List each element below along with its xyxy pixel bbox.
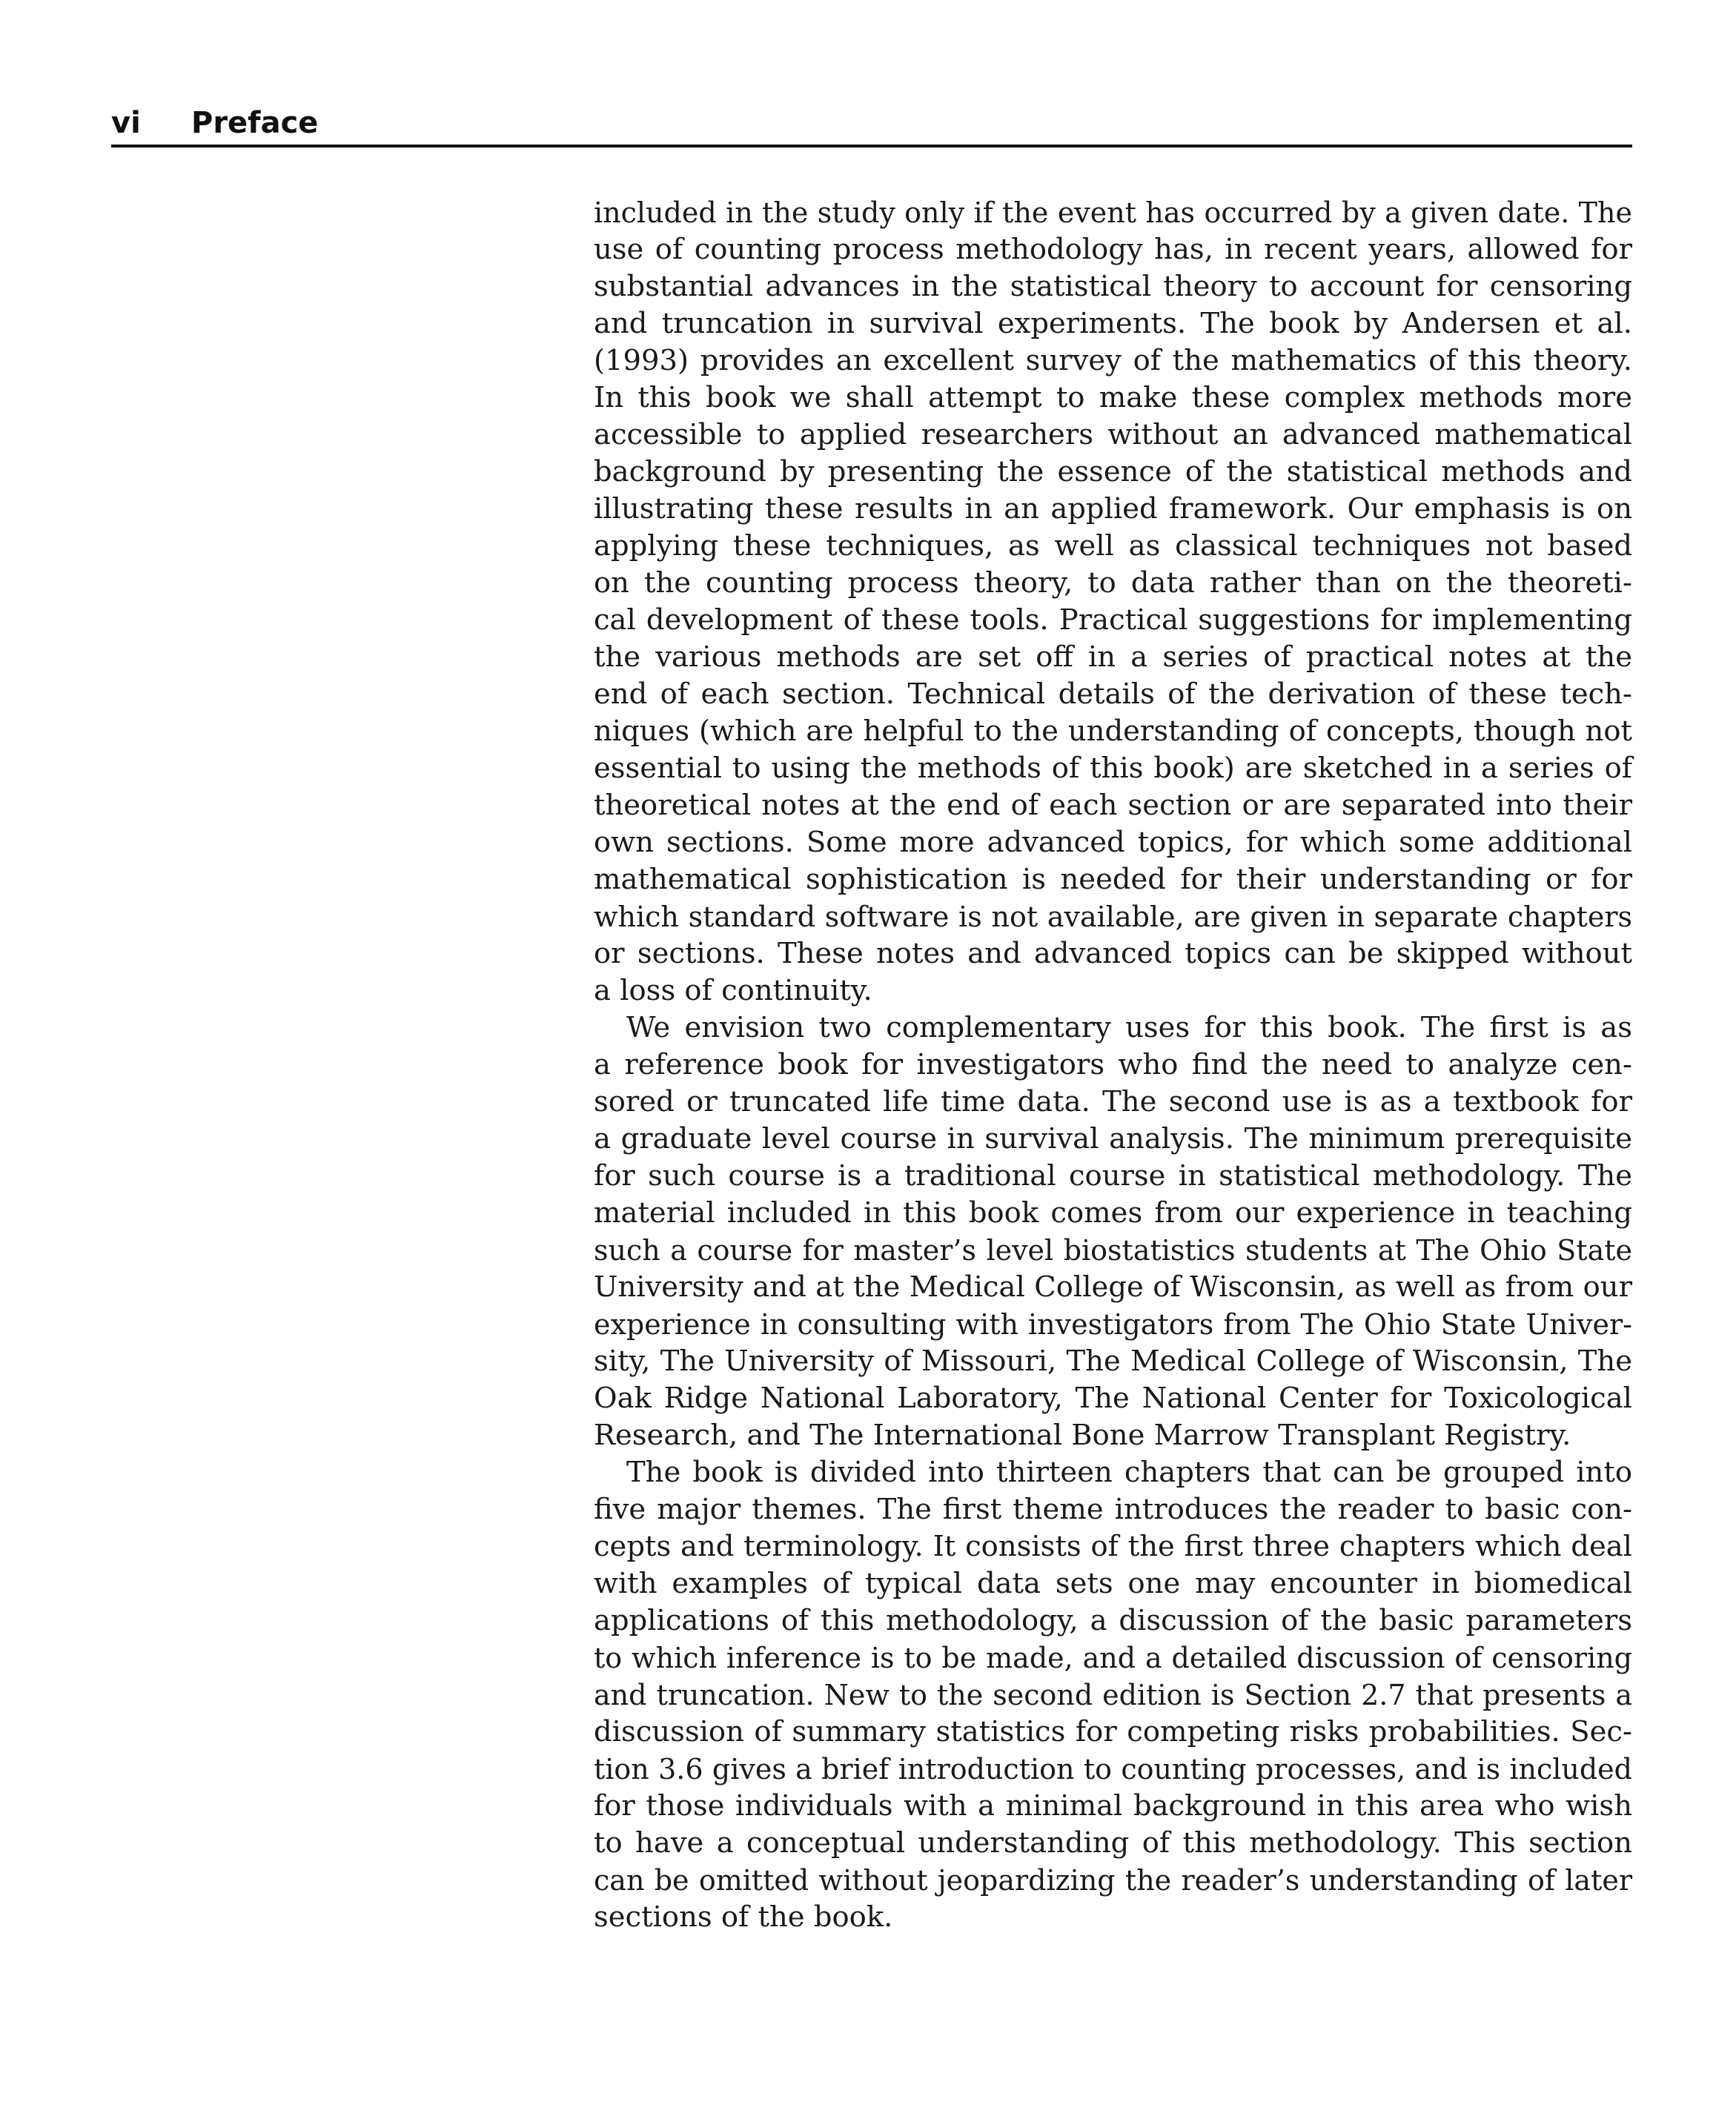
paragraph [594, 1009, 1632, 1454]
text-line: Research, and The International Bone Marrow Transplant Registry. [594, 1419, 1571, 1452]
text-line: which standard software is not available, are given in separate chapters [594, 901, 1632, 933]
text-line: essential to using the methods of this book) are sketched in a series of [594, 752, 1632, 785]
text-line: to have a conceptual understanding of this methodology. This section [594, 1826, 1632, 1860]
text-line: (1993) provides an excellent survey of the mathematics of this theory. [594, 344, 1632, 377]
text-line: tion 3.6 gives a brief introduction to counting processes, and is included [594, 1753, 1632, 1786]
paragraph [594, 194, 1632, 1009]
page-number: vi [111, 106, 141, 140]
text-line: background by presenting the essence of the statistical methods and [594, 455, 1632, 488]
text-line: with examples of typical data sets one may encounter in biomedical [594, 1567, 1632, 1600]
text-line: use of counting process methodology has, in recent years, allowed for [594, 233, 1632, 266]
text-line: end of each section. Technical details of the derivation of these tech- [594, 677, 1632, 711]
text-line: sored or truncated life time data. The second use is as a textbook for [594, 1085, 1632, 1118]
text-line: such a course for master’s level biostatistics students at The Ohio State [594, 1234, 1632, 1267]
text-line: for such course is a traditional course in statistical methodology. The [594, 1159, 1632, 1193]
text-line: and truncation in survival experiments. The book by Andersen et al. [594, 307, 1632, 340]
text-line: cal development of these tools. Practical suggestions for implementing [594, 603, 1632, 637]
header-rule [111, 145, 1632, 147]
text-line: sections of the book. [594, 1900, 893, 1934]
body-text [594, 194, 1632, 1936]
text-line: five major themes. The first theme introduces the reader to basic con- [594, 1493, 1632, 1526]
text-line: applying these techniques, as well as classical techniques not based [594, 529, 1632, 563]
text-line: The book is divided into thirteen chapters that can be grouped into [626, 1456, 1632, 1489]
text-line: for those individuals with a minimal background in this area who wish [594, 1789, 1632, 1823]
text-line: on the counting process theory, to data rather than on the theoreti- [594, 566, 1632, 600]
text-line: In this book we shall attempt to make these complex methods more [594, 381, 1632, 414]
text-line: illustrating these results in an applied framework. Our emphasis is on [594, 492, 1632, 525]
text-line: a loss of continuity. [594, 974, 872, 1007]
text-line: sity, The University of Missouri, The Medical College of Wisconsin, The [594, 1345, 1632, 1378]
text-line: material included in this book comes from our experience in teaching [594, 1196, 1632, 1230]
text-line: own sections. Some more advanced topics, for which some additional [594, 826, 1632, 859]
paragraph [594, 1454, 1632, 1936]
text-line: Oak Ridge National Laboratory, The National Center for Toxicological [594, 1382, 1632, 1415]
text-line: can be omitted without jeopardizing the reader’s understanding of later [594, 1864, 1632, 1897]
text-line: the various methods are set off in a series of practical notes at the [594, 640, 1632, 674]
text-line: experience in consulting with investigators from The Ohio State Univer- [594, 1308, 1632, 1341]
text-line: theoretical notes at the end of each section or are separated into their [594, 789, 1632, 822]
text-line: University and at the Medical College of Wisconsin, as well as from our [594, 1270, 1632, 1304]
text-line: a reference book for investigators who find the need to analyze cen- [594, 1048, 1632, 1081]
text-line: a graduate level course in survival analysis. The minimum prerequisite [594, 1122, 1632, 1156]
text-line: We envision two complementary uses for this book. The first is as [626, 1011, 1632, 1044]
text-line: accessible to applied researchers without an advanced mathematical [594, 418, 1632, 451]
text-line: included in the study only if the event has occurred by a given date. The [594, 196, 1632, 229]
text-line: discussion of summary statistics for competing risks probabilities. Sec- [594, 1715, 1632, 1748]
text-line: and truncation. New to the second edition is Section 2.7 that presents a [594, 1679, 1632, 1711]
running-head [111, 102, 1632, 144]
section-title: Preface [191, 106, 319, 140]
text-line: mathematical sophistication is needed for their understanding or for [594, 863, 1632, 896]
text-line: applications of this methodology, a discussion of the basic parameters [594, 1604, 1632, 1637]
text-line: or sections. These notes and advanced topics can be skipped without [594, 937, 1632, 970]
text-line: substantial advances in the statistical theory to account for censoring [594, 270, 1632, 303]
text-line: niques (which are helpful to the understanding of concepts, though not [594, 714, 1632, 748]
text-line: cepts and terminology. It consists of the first three chapters which deal [594, 1530, 1632, 1563]
text-line: to which inference is to be made, and a detailed discussion of censoring [594, 1642, 1632, 1674]
